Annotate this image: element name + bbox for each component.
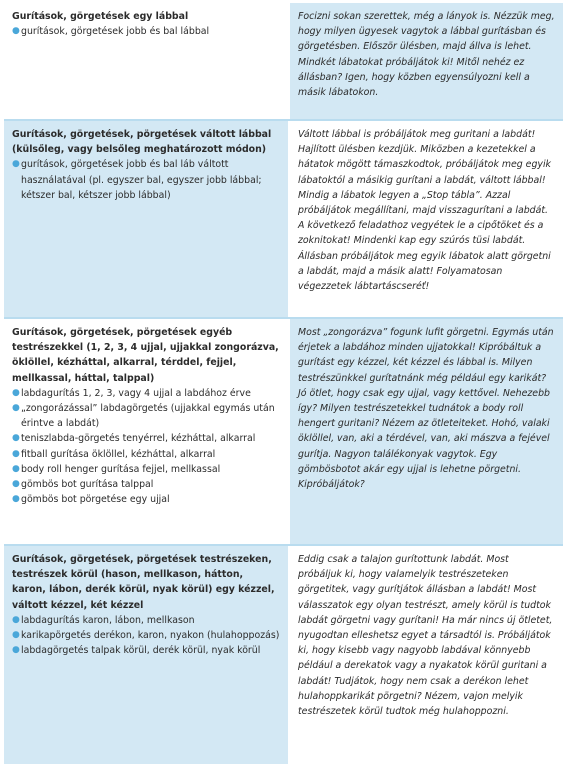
bullet-icon: ●	[12, 448, 20, 459]
list-item	[12, 447, 280, 462]
bullet-icon: ●	[12, 403, 20, 414]
bullet-icon: ●	[12, 463, 20, 474]
list-item-text: gurítások, görgetések jobb és bal láb váltott használatával (pl. egyszer bal, egyszer jobb lábbal; kétszer bal, kétszer jobb lábbal)	[21, 159, 262, 201]
instruction-text: Focizni sokan szerettek, még a lányok is. Nézzük meg, hogy milyen ügyesek vagytok a lábbal gurításban és görgetésben. Először ülésben, majd állva is lehet. Mindkét lábatokat próbáljátok ki! Mitől nehéz ez állásban? Igen, hogy közben egyensúlyozni kell a másik lábatokon.	[298, 11, 555, 99]
bullet-icon: ●	[12, 159, 20, 170]
method-cell	[4, 3, 290, 119]
method-title: Gurítások, görgetések egy lábbal	[12, 11, 189, 22]
list-item	[12, 643, 280, 658]
table-row	[4, 121, 563, 317]
list-item-text: gurítások, görgetések jobb és bal lábbal	[21, 26, 210, 38]
method-title: Gurítások, görgetések, pörgetések egyéb testrészekkel (1, 2, 3, 4 ujjal, ujjakkal zongorázva, öklöllel, kézháttal, alkarral, térddel, fejjel, mellkassal, háttal, talppal)	[12, 327, 279, 384]
list-item-text: gömbös bot gurítása talppal	[21, 479, 154, 491]
list-item-text: karikapörgetés derékon, karon, nyakon (hulahoppozás)	[21, 630, 280, 642]
list-item	[12, 386, 280, 401]
instruction-text: Eddig csak a talajon gurítottunk labdát. Most próbáljuk ki, hogy valamelyik testrészeteken görgetitek, vagy gurítjátok állásban a labdát! Most válasszatok egy olyan testrészt, amely körül is tudtok labdát görgetni vagy gurítani! Ha már nincs új ötletet, nyugodtan elleshetsz egyet a társadtól is. Próbáljátok ki, hogy kisebb vagy nagyobb labdával könnyebb például a derekatok vagy a nyakatok körül guritani a labdát! Tudjátok, hogy nem csak a derékon lehet hulahoppkarikát pörgetni? Nézem, vajon melyik testrészetek körül tudtok még hulahoppozni.	[298, 554, 553, 718]
bullet-icon: ●	[12, 26, 20, 37]
method-cell	[4, 319, 290, 544]
method-cell	[4, 121, 290, 317]
list-item-text: labdagurítás karon, lábon, mellkason	[21, 614, 195, 626]
list-item-text: gömbös bot pörgetése egy ujjal	[21, 494, 170, 506]
bullet-icon: ●	[12, 645, 20, 656]
instruction-cell	[290, 121, 563, 317]
method-title: Gurítások, görgetések, pörgetések testrészeken, testrészek körül (hason, mellkason, hátton, karon, lábon, derék körül, nyak körül) egy kézzel, váltott kézzel, két kézzel	[12, 554, 275, 611]
method-cell	[4, 546, 290, 764]
instruction-text: Váltott lábbal is próbáljátok meg guritani a labdát! Hajlított ülésben kezdjük. Miközben a kezetekkel a hátatok mögött támaszkodtok, próbáljátok meg egyik lábatoktól a másikig gurítani a labdát, váltott lábbal! Mindig a lábatok legyen a „Stop tábla”. Azzal próbáljátok megállítani, majd visszagurítani a labdát. A következő feladathoz vegyétek le a cipőtöket és a zoknitokat! Mindenki kap egy szúrós tüsi labdát. Állásban próbáljátok meg egyik lábatok alatt görgetni a labdát, majd a másik alatt! Folyamatosan végezzetek lábtartáscseréť!	[298, 129, 551, 293]
list-item	[12, 492, 280, 507]
bullet-icon: ●	[12, 387, 20, 398]
table-row	[4, 319, 563, 544]
table-row	[4, 546, 563, 764]
bullet-icon: ●	[12, 494, 20, 505]
list-item	[12, 477, 280, 492]
list-item	[12, 431, 280, 446]
bullet-icon: ●	[12, 630, 20, 641]
instruction-text: Most „zongorázva” fogunk lufit görgetni. Egymás után érjetek a labdához minden ujjatokkal! Kipróbáltuk a gurítást egy kézzel, két kézzel és lábbal is. Milyen testrészünkkel gurítatnánk még például egy karikát? Jó ötlet, hogy csak egy ujjal, vagy kettővel. Nehezebb így? Milyen testrészetekkel tudnátok a body roll hengert guritani? Nézem az ötleteiteket. Hohó, valaki öklöllel, van, aki a térdével, van, aki mászva a fejével gurítja. Nagyon találékonyak vagytok. Egy gömbösbotot akár egy ujjal is lehetne pörgetni. Kipróbáljátok?	[298, 327, 554, 491]
list-item	[12, 628, 280, 643]
list-item	[12, 401, 280, 431]
list-item-text: fitball gurítása öklöllel, kézháttal, alkarral	[21, 448, 216, 460]
list-item-text: body roll henger gurítása fejjel, mellkassal	[21, 463, 221, 475]
bullet-icon: ●	[12, 479, 20, 490]
bullet-icon: ●	[12, 433, 20, 444]
list-item	[12, 157, 280, 203]
list-item-text: labdagurítás 1, 2, 3, vagy 4 ujjal a labdához érve	[21, 387, 251, 399]
instruction-cell	[290, 3, 563, 119]
list-item-text: „zongorázással” labdagörgetés (ujjakkal egymás után érintve a labdát)	[21, 403, 275, 430]
list-item	[12, 613, 280, 628]
list-item	[12, 24, 280, 39]
list-item	[12, 462, 280, 477]
list-item-text: teniszlabda-görgetés tenyérrel, kézháttal, alkarral	[21, 433, 256, 445]
list-item-text: labdagörgetés talpak körül, derék körül, nyak körül	[21, 645, 261, 657]
bullet-icon: ●	[12, 614, 20, 625]
instruction-cell	[290, 319, 563, 544]
method-title: Gurítások, görgetések, pörgetések váltott lábbal (külsőleg, vagy belsőleg meghatározott módon)	[12, 129, 272, 156]
table-row	[4, 3, 563, 119]
instruction-cell	[290, 546, 563, 764]
